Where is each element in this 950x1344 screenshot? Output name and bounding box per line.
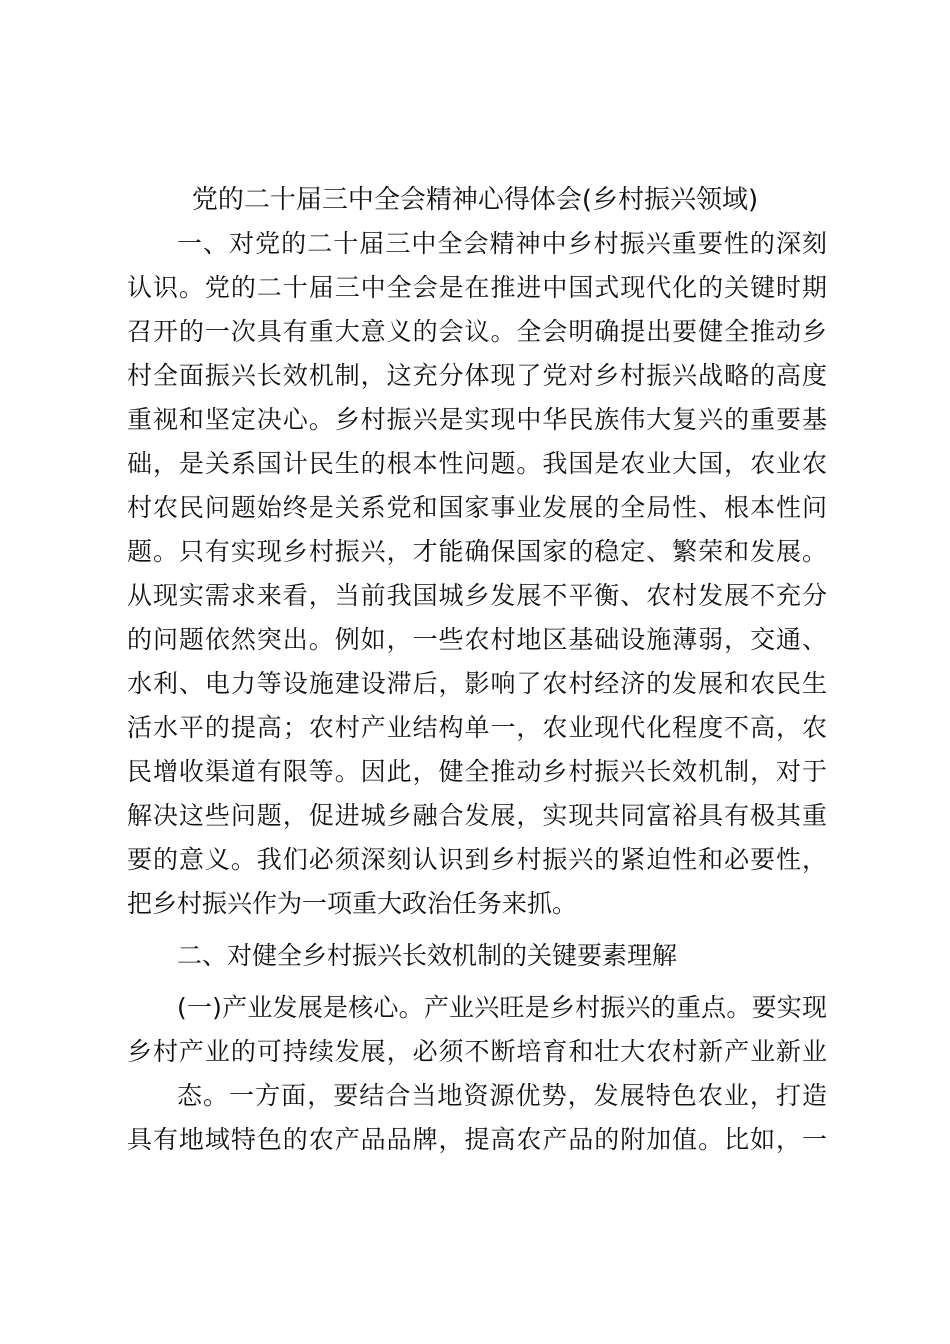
paragraph-line: (一)产业发展是核心。产业兴旺是乡村振兴的重点。要实现 bbox=[177, 993, 827, 1022]
paragraph-line: 水利、电力等设施建设滞后，影响了农村经济的发展和农民生 bbox=[127, 669, 827, 698]
paragraph-line: 从现实需求来看，当前我国城乡发展不平衡、农村发展不充分 bbox=[127, 581, 827, 610]
paragraph-line: 一、对党的二十届三中全会精神中乡村振兴重要性的深刻 bbox=[177, 229, 827, 258]
paragraph-line: 解决这些问题，促进城乡融合发展，实现共同富裕具有极其重 bbox=[127, 801, 827, 830]
paragraph-line: 把乡村振兴作为一项重大政治任务来抓。 bbox=[127, 889, 578, 918]
paragraph-line: 题。只有实现乡村振兴，才能确保国家的稳定、繁荣和发展。 bbox=[127, 537, 827, 566]
paragraph-line: 具有地域特色的农产品品牌，提高农产品的附加值。比如，一 bbox=[127, 1125, 827, 1154]
paragraph-line: 乡村产业的可持续发展，必须不断培育和壮大农村新产业新业 bbox=[127, 1037, 827, 1066]
paragraph-line: 的问题依然突出。例如，一些农村地区基础设施薄弱，交通、 bbox=[127, 625, 827, 654]
paragraph-line: 召开的一次具有重大意义的会议。全会明确提出要健全推动乡 bbox=[127, 317, 827, 346]
paragraph-line: 活水平的提高；农村产业结构单一，农业现代化程度不高，农 bbox=[127, 713, 827, 742]
document-title: 党的二十届三中全会精神心得体会(乡村振兴领域) bbox=[191, 185, 759, 215]
paragraph-line: 础，是关系国计民生的根本性问题。我国是农业大国，农业农 bbox=[127, 449, 827, 478]
section-heading: 二、对健全乡村振兴长效机制的关键要素理解 bbox=[177, 941, 678, 970]
paragraph-line: 要的意义。我们必须深刻认识到乡村振兴的紧迫性和必要性， bbox=[127, 845, 827, 874]
paragraph-line: 重视和坚定决心。乡村振兴是实现中华民族伟大复兴的重要基 bbox=[127, 405, 827, 434]
paragraph-line: 认识。党的二十届三中全会是在推进中国式现代化的关键时期 bbox=[127, 273, 827, 302]
paragraph-line: 态。一方面，要结合当地资源优势，发展特色农业，打造 bbox=[177, 1081, 827, 1110]
paragraph-line: 民增收渠道有限等。因此，健全推动乡村振兴长效机制，对于 bbox=[127, 757, 827, 786]
paragraph-line: 村全面振兴长效机制，这充分体现了党对乡村振兴战略的高度 bbox=[127, 361, 827, 390]
paragraph-line: 村农民问题始终是关系党和国家事业发展的全局性、根本性问 bbox=[127, 493, 827, 522]
